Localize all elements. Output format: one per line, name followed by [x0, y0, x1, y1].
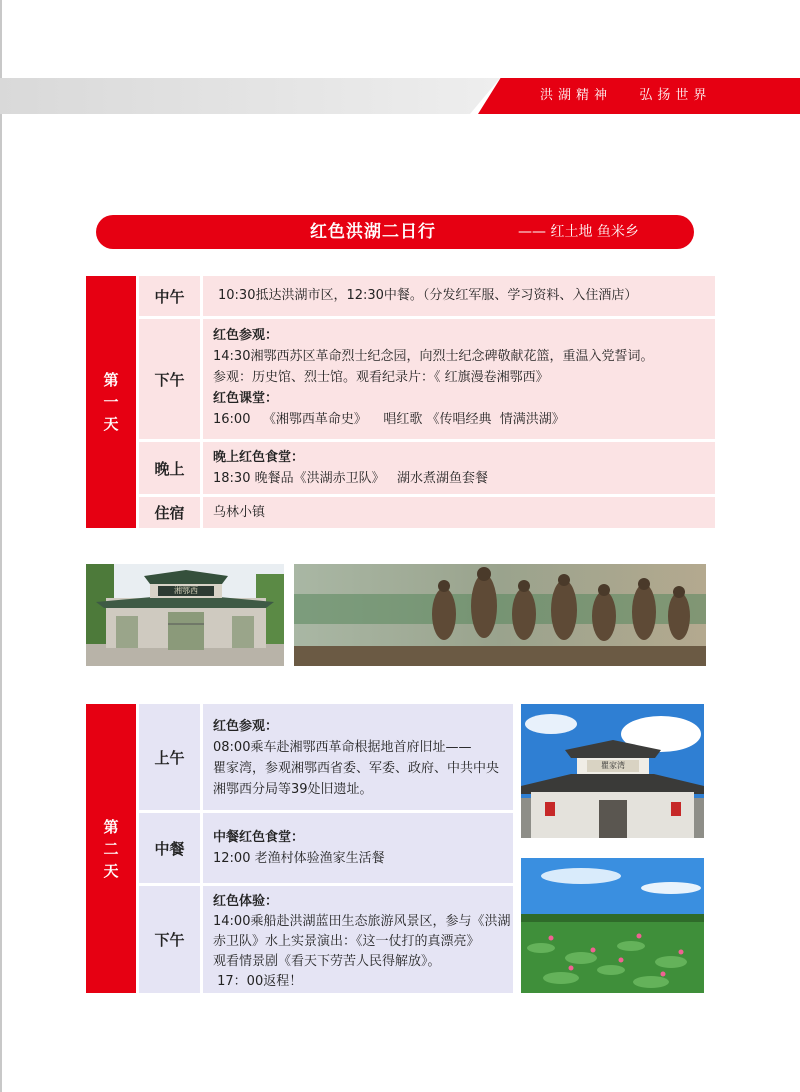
day1-evening-content: 晚上红色食堂： 18:30 晚餐品《洪湖赤卫队》 湖水煮湖鱼套餐 — [203, 442, 715, 494]
header-gray-band — [0, 78, 500, 114]
memorial-gate-photo — [86, 564, 284, 666]
day2-time-afternoon: 下午 — [139, 886, 200, 993]
lotus-lake-photo — [521, 858, 704, 993]
day1-noon-content: 10:30抵达洪湖市区，12:30中餐。（分发红军服、学习资料、入住酒店） — [203, 276, 715, 316]
day2-morning-content: 红色参观： 08:00乘车赴湘鄂西革命根据地首府旧址—— 瞿家湾，参观湘鄂西省委、军委、政府、中共中央 湘鄂西分局等39处旧遗址。 — [203, 704, 513, 810]
day1-time-noon: 中午 — [139, 276, 200, 316]
day2-time-lunch: 中餐 — [139, 813, 200, 883]
gate-plaque-text: 湘鄂西 — [174, 586, 198, 595]
day1-time-evening: 晚上 — [139, 442, 200, 494]
day1-time-lodging: 住宿 — [139, 497, 200, 528]
day1-afternoon-content: 红色参观： 14:30湘鄂西苏区革命烈士纪念园，向烈士纪念碑敬献花篮，重温入党誓词。 参观：历史馆、烈士馆。观看纪录片：《 红旗漫卷湘鄂西》 红色课堂： 16:00 《湘鄂西革命史》 唱红歌 《传唱经典 情满洪湖》 — [203, 319, 715, 439]
day2-afternoon-content: 红色体验： 14:00乘船赴洪湖蓝田生态旅游风景区，参与《洪湖 赤卫队》水上实景演出：《这一仗打的真漂亮》 观看情景剧《看天下劳苦人民得解放》。 17：00返程！ — [203, 886, 513, 993]
day2-lunch-content: 中餐红色食堂： 12:00 老渔村体验渔家生活餐 — [203, 813, 513, 883]
page-edge — [0, 0, 2, 1092]
village-plaque-text: 瞿家湾 — [601, 761, 625, 770]
page-subtitle: —— 红土地 鱼米乡 — [518, 224, 639, 240]
page-title: 红色洪湖二日行 — [310, 222, 436, 242]
day1-label: 第 一 天 — [86, 276, 136, 528]
relief-sculpture-photo — [294, 564, 706, 666]
village-gate-photo — [521, 704, 704, 838]
day1-time-afternoon: 下午 — [139, 319, 200, 439]
day2-label: 第 二 天 — [86, 704, 136, 993]
header-slogan: 洪湖精神 弘扬世界 — [540, 88, 712, 103]
day1-lodging-content: 乌林小镇 — [203, 497, 715, 528]
day2-time-morning: 上午 — [139, 704, 200, 810]
